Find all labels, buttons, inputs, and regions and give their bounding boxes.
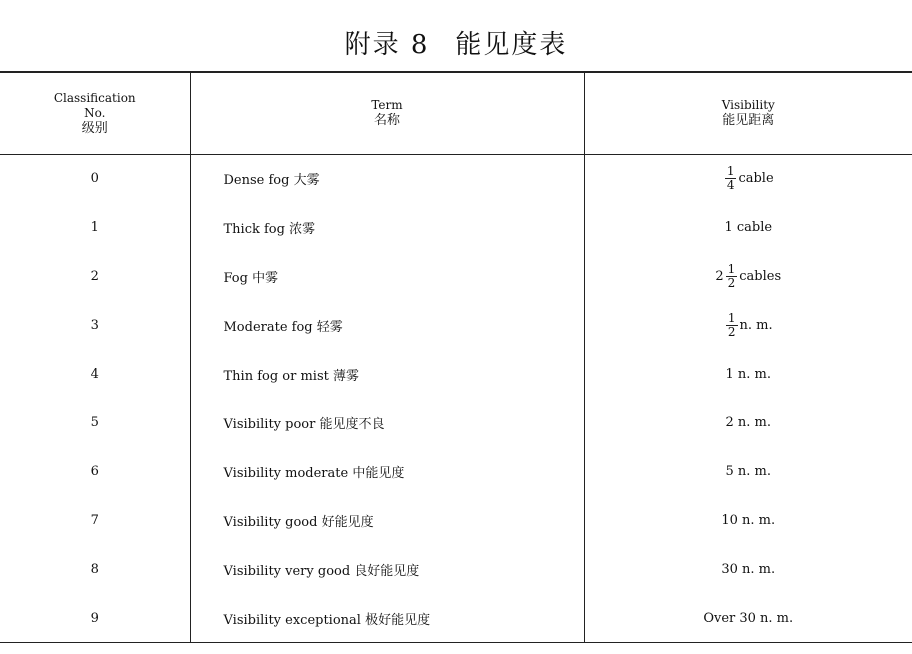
term-cell: Visibility poor 能见度不良 [190, 398, 584, 447]
visibility-cell [584, 252, 912, 301]
header-visibility-en: Visibility [721, 98, 775, 113]
visibility-fraction [726, 263, 738, 290]
fraction-numerator: 1 [727, 310, 736, 325]
classification-cell: 4 [0, 350, 190, 399]
visibility-text: 1 n. m. [725, 366, 771, 382]
visibility-text: 5 n. m. [725, 464, 771, 480]
header-classification [0, 72, 190, 154]
visibility-table [0, 71, 912, 643]
classification-cell: 5 [0, 398, 190, 447]
term-cell: Visibility moderate 中能见度 [190, 447, 584, 496]
table-row [0, 398, 912, 447]
visibility-cell [584, 447, 912, 496]
visibility-text: cable [738, 171, 774, 187]
visibility-fraction [725, 165, 737, 192]
term-cell: Visibility very good 良好能见度 [190, 545, 584, 594]
visibility-cell [584, 594, 912, 643]
header-classification-cn: 级别 [81, 120, 108, 136]
table-header-row [0, 72, 912, 154]
visibility-fraction [726, 312, 738, 339]
classification-cell: 2 [0, 252, 190, 301]
visibility-cell [584, 203, 912, 252]
classification-cell: 8 [0, 545, 190, 594]
fraction-denominator: 4 [726, 178, 735, 193]
visibility-cell [584, 545, 912, 594]
visibility-whole: 2 [715, 268, 724, 284]
visibility-text: Over 30 n. m. [703, 610, 794, 626]
classification-cell: 3 [0, 301, 190, 350]
table-row [0, 154, 912, 203]
table-row [0, 594, 912, 643]
classification-cell: 1 [0, 203, 190, 252]
visibility-cell [584, 301, 912, 350]
title-main: 能见度表 [455, 30, 568, 60]
visibility-table-wrap [0, 71, 912, 643]
fraction-denominator: 2 [727, 324, 736, 339]
header-classification-no: No. [84, 105, 106, 120]
table-row [0, 350, 912, 399]
table-row [0, 447, 912, 496]
header-visibility [584, 72, 912, 154]
header-term-en: Term [371, 98, 403, 113]
visibility-cell [584, 350, 912, 399]
table-body [0, 154, 912, 643]
visibility-text: 1 cable [724, 219, 773, 235]
visibility-cell [584, 398, 912, 447]
header-classification-en: Classification [53, 90, 136, 105]
term-cell: Visibility good 好能见度 [190, 496, 584, 545]
term-cell: Thin fog or mist 薄雾 [190, 350, 584, 399]
visibility-text: cables [739, 268, 782, 284]
fraction-numerator: 1 [726, 164, 735, 179]
visibility-text: 10 n. m. [721, 513, 776, 529]
table-row [0, 496, 912, 545]
classification-cell: 7 [0, 496, 190, 545]
header-visibility-cn: 能见距离 [722, 113, 775, 129]
title-prefix: 附录 8 [344, 30, 430, 60]
term-cell: Dense fog 大雾 [190, 154, 584, 203]
header-term-cn: 名称 [373, 113, 400, 129]
fraction-numerator: 1 [727, 261, 736, 276]
visibility-text: n. m. [739, 317, 773, 333]
term-cell: Moderate fog 轻雾 [190, 301, 584, 350]
header-term [190, 72, 584, 154]
classification-cell: 6 [0, 447, 190, 496]
page-title [0, 24, 912, 61]
fraction-denominator: 2 [727, 275, 736, 290]
table-row [0, 545, 912, 594]
visibility-cell [584, 496, 912, 545]
visibility-text: 2 n. m. [725, 415, 771, 431]
table-row [0, 301, 912, 350]
term-cell: Thick fog 浓雾 [190, 203, 584, 252]
classification-cell: 9 [0, 594, 190, 643]
visibility-cell [584, 154, 912, 203]
term-cell: Visibility exceptional 极好能见度 [190, 594, 584, 643]
table-row [0, 203, 912, 252]
table-row [0, 252, 912, 301]
visibility-text: 30 n. m. [721, 562, 776, 578]
classification-cell: 0 [0, 154, 190, 203]
term-cell: Fog 中雾 [190, 252, 584, 301]
